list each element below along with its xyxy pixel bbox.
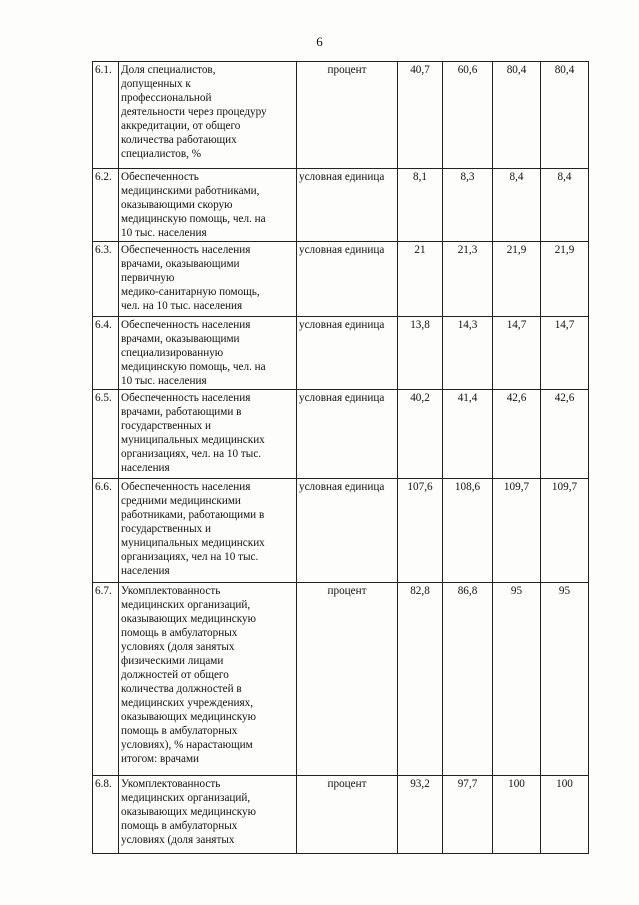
row-number: 6.5. [93,390,119,479]
value-year-4: 109,7 [541,479,589,583]
table-row [93,169,589,242]
indicator-name: Укомплектованность медицинских организаций, оказывающих медицинскую помощь в амбулаторных условиях (доля занятых [119,776,297,854]
value-year-1: 40,7 [398,62,443,169]
table-row [93,62,589,169]
value-year-4: 95 [541,583,589,776]
value-year-3: 42,6 [493,390,541,479]
value-year-2: 86,8 [443,583,493,776]
row-number: 6.1. [93,62,119,169]
value-year-1: 107,6 [398,479,443,583]
value-year-1: 8,1 [398,169,443,242]
indicator-name: Доля специалистов, допущенных к профессиональной деятельности через процедуру аккредитации, от общего количества работающих специалистов, % [119,62,297,169]
unit: условная единица [297,390,398,479]
unit: условная единица [297,169,398,242]
unit: процент [297,776,398,854]
value-year-3: 100 [493,776,541,854]
value-year-4: 100 [541,776,589,854]
value-year-2: 97,7 [443,776,493,854]
value-year-4: 42,6 [541,390,589,479]
value-year-1: 40,2 [398,390,443,479]
indicator-name: Обеспеченность населения врачами, оказывающими специализированную медицинскую помощь, чел. на 10 тыс. населения [119,317,297,390]
value-year-2: 14,3 [443,317,493,390]
row-number: 6.7. [93,583,119,776]
indicator-name: Обеспеченность населения врачами, оказывающими первичную медико-санитарную помощь, чел. на 10 тыс. населения [119,242,297,317]
unit: процент [297,583,398,776]
value-year-3: 109,7 [493,479,541,583]
value-year-3: 80,4 [493,62,541,169]
value-year-2: 60,6 [443,62,493,169]
value-year-4: 21,9 [541,242,589,317]
unit: процент [297,62,398,169]
unit: условная единица [297,242,398,317]
row-number: 6.2. [93,169,119,242]
indicator-name: Укомплектованность медицинских организаций, оказывающих медицинскую помощь в амбулаторных условиях (доля занятых физическими лицами должностей от общего количества должностей в медицинских учреждениях, оказывающих медицинскую помощь в амбулаторных условиях), % нарастающим итогом: врачами [119,583,297,776]
row-number: 6.3. [93,242,119,317]
table-row [93,583,589,776]
row-number: 6.4. [93,317,119,390]
row-number: 6.6. [93,479,119,583]
value-year-4: 8,4 [541,169,589,242]
table-row [93,776,589,854]
value-year-2: 8,3 [443,169,493,242]
value-year-2: 41,4 [443,390,493,479]
unit: условная единица [297,479,398,583]
indicator-name: Обеспеченность населения врачами, работающими в государственных и муниципальных медицинских организациях, чел. на 10 тыс. населения [119,390,297,479]
indicator-name: Обеспеченность населения средними медицинскими работниками, работающими в государственных и муниципальных медицинских организациях, чел на 10 тыс. населения [119,479,297,583]
table-row [93,390,589,479]
table-row [93,317,589,390]
value-year-1: 82,8 [398,583,443,776]
value-year-1: 21 [398,242,443,317]
value-year-1: 13,8 [398,317,443,390]
table-row [93,242,589,317]
value-year-4: 80,4 [541,62,589,169]
value-year-3: 95 [493,583,541,776]
page-number: 6 [316,34,323,49]
value-year-3: 8,4 [493,169,541,242]
value-year-2: 21,3 [443,242,493,317]
unit: условная единица [297,317,398,390]
table-row [93,479,589,583]
value-year-3: 21,9 [493,242,541,317]
indicators-table [92,61,589,854]
row-number: 6.8. [93,776,119,854]
value-year-4: 14,7 [541,317,589,390]
value-year-1: 93,2 [398,776,443,854]
value-year-3: 14,7 [493,317,541,390]
value-year-2: 108,6 [443,479,493,583]
indicator-name: Обеспеченность медицинскими работниками, оказывающими скорую медицинскую помощь, чел. на 10 тыс. населения [119,169,297,242]
